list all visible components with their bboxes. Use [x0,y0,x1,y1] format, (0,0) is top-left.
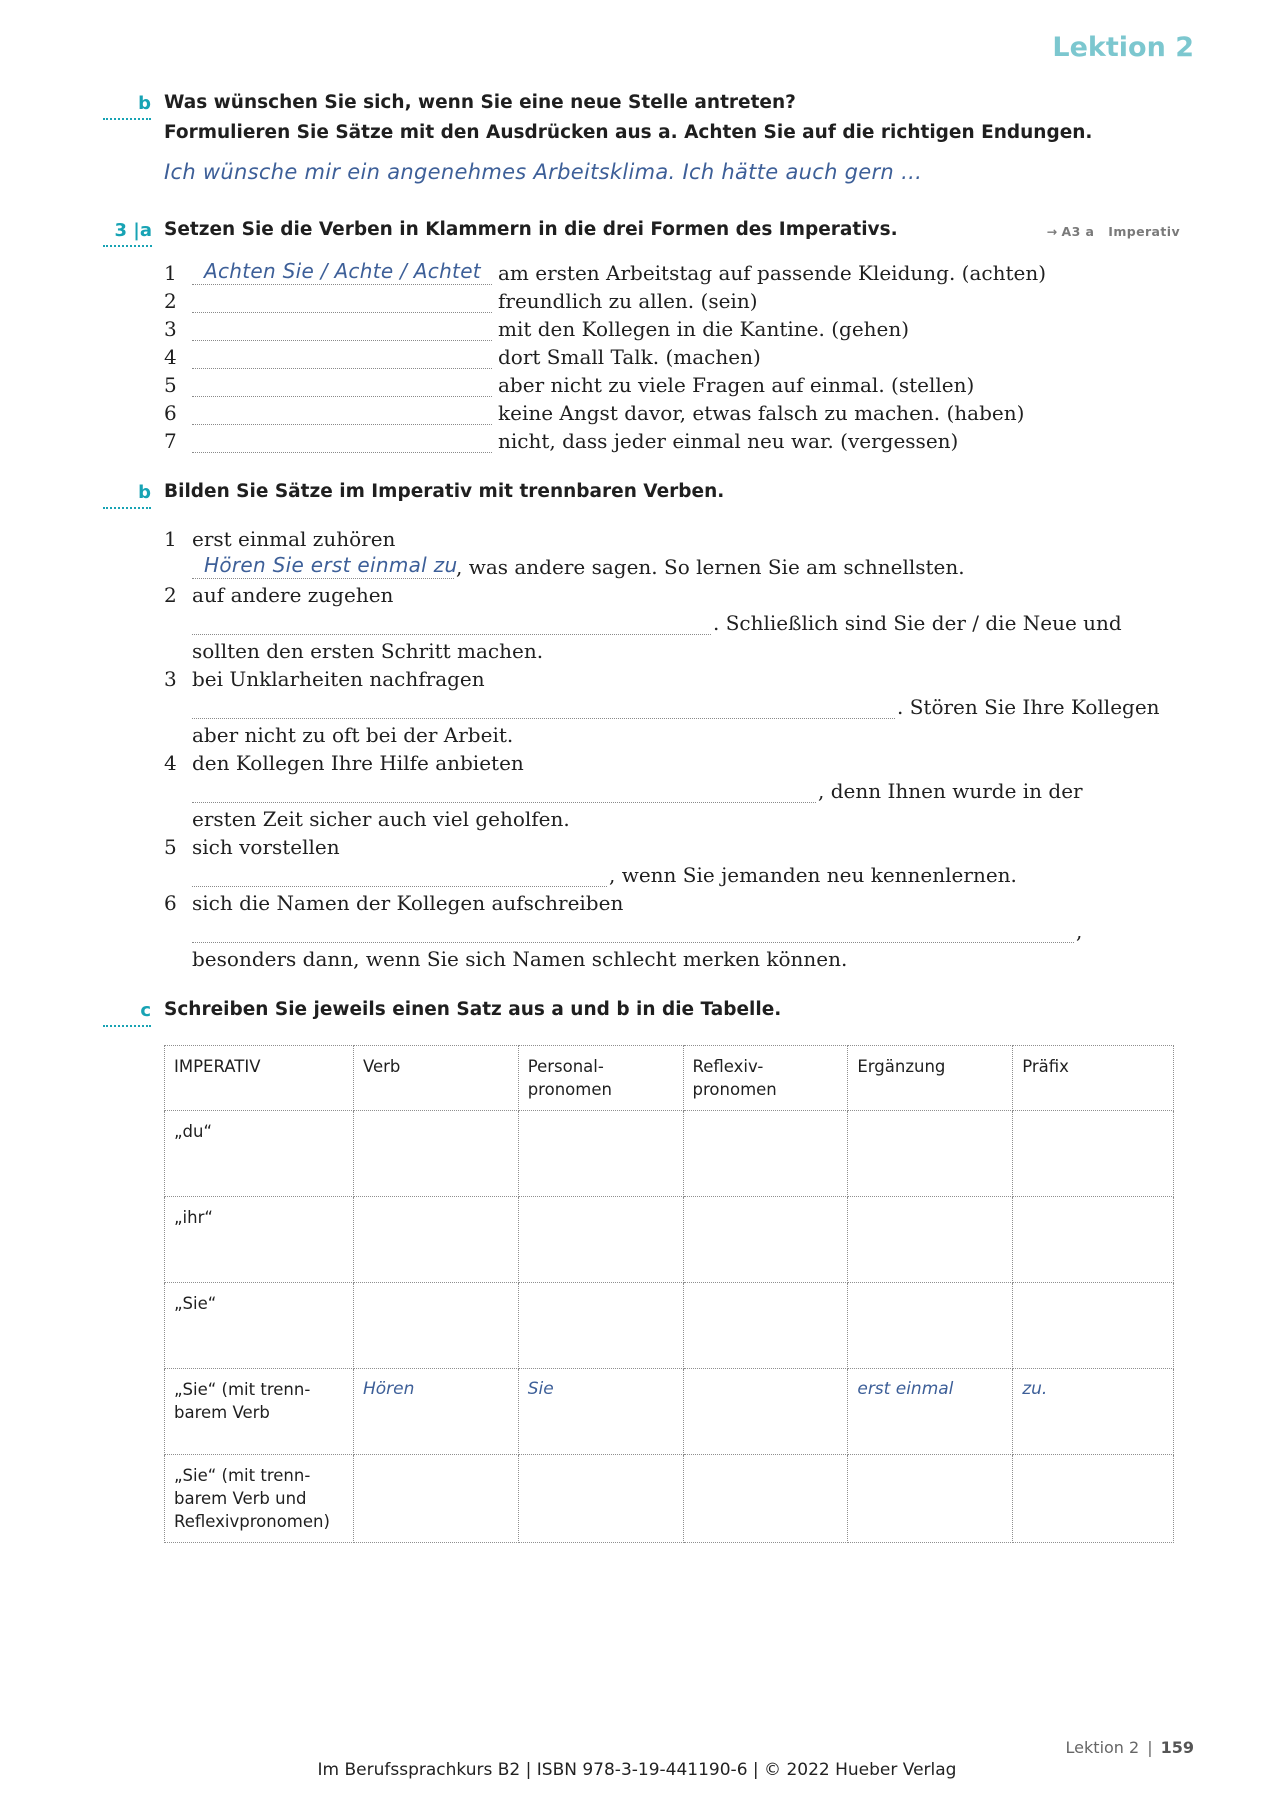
item-number: 4 [164,751,177,775]
sentence-text: . Schließlich sind Sie der / die Neue und [713,611,1122,635]
item-number: 7 [164,429,177,453]
sentence-text: keine Angst davor, etwas falsch zu machen. (haben) [498,401,1025,425]
answer-cell[interactable] [683,1369,848,1455]
example-answer-2b: Ich wünsche mir ein angenehmes Arbeitsklima. Ich hätte auch gern … [164,160,923,184]
table-header-cell: Verb [353,1046,518,1111]
row-label-cell: „Sie“ [165,1283,354,1369]
answer-cell[interactable]: Sie [518,1369,683,1455]
sentence-text: , [1076,919,1083,943]
answer-blank[interactable] [192,372,492,397]
instruction-2b-line2: Formulieren Sie Sätze mit den Ausdrücken aus a. Achten Sie auf die richtigen Endungen. [164,122,1093,143]
answer-cell[interactable] [1013,1455,1174,1543]
item-number: 5 [164,373,177,397]
sentence-text: mit den Kollegen in die Kantine. (gehen) [498,317,910,341]
footer-separator: | [1147,1738,1153,1757]
answer-blank[interactable] [192,862,607,887]
answer-cell[interactable] [353,1111,518,1197]
exercise-marker-2b: b [103,93,151,120]
table-header-cell: Ergänzung [848,1046,1013,1111]
table-row [165,1283,1174,1369]
answer-cell[interactable] [683,1283,848,1369]
answer-cell[interactable] [848,1283,1013,1369]
item-number: 6 [164,401,177,425]
answer-cell[interactable] [848,1197,1013,1283]
item-number: 6 [164,891,177,915]
lesson-header: Lektion 2 [1052,32,1194,63]
answer-cell[interactable] [518,1197,683,1283]
row-label-cell: „ihr“ [165,1197,354,1283]
sentence-continuation: besonders dann, wenn Sie sich Namen schlecht merken können. [192,947,848,971]
table-header-cell: IMPERATIV [165,1046,354,1111]
answer-cell[interactable] [1013,1111,1174,1197]
handwritten-answer: Hören Sie erst einmal zu [204,553,458,577]
table-row [165,1455,1174,1543]
page-footer [1066,1738,1194,1757]
answer-cell[interactable]: erst einmal [848,1369,1013,1455]
sentence-text: , wenn Sie jemanden neu kennenlernen. [609,863,1017,887]
table-header-row [165,1046,1174,1111]
answer-cell[interactable] [683,1197,848,1283]
answer-cell[interactable] [518,1283,683,1369]
sentence-continuation: sollten den ersten Schritt machen. [192,639,544,663]
answer-blank[interactable] [192,553,458,579]
answer-blank[interactable] [192,400,492,425]
sentence-text: dort Small Talk. (machen) [498,345,761,369]
sentence-continuation: aber nicht zu oft bei der Arbeit. [192,723,514,747]
sentence-text: , was andere sagen. So lernen Sie am schnellsten. [456,555,965,579]
item-number: 5 [164,835,177,859]
answer-cell[interactable]: Hören [353,1369,518,1455]
prompt-text: erst einmal zuhören [192,527,396,551]
reference-tag: Imperativ [1108,224,1180,239]
answer-blank[interactable] [192,918,1074,943]
sentence-text: . Stören Sie Ihre Kollegen [897,695,1160,719]
answer-blank[interactable] [192,316,492,341]
sentence-continuation: ersten Zeit sicher auch viel geholfen. [192,807,570,831]
publisher-credit: Im Berufssprachkurs B2 | ISBN 978-3-19-441190-6 | © 2022 Hueber Verlag [317,1760,957,1780]
item-number: 4 [164,345,177,369]
handwritten-answer: Achten Sie / Achte / Achtet [204,259,481,283]
sentence-text: aber nicht zu viele Fragen auf einmal. (stellen) [498,373,975,397]
answer-cell[interactable] [518,1111,683,1197]
item-number: 3 [164,667,177,691]
instruction-3b: Bilden Sie Sätze im Imperativ mit trennbaren Verben. [164,481,725,502]
answer-cell[interactable] [848,1111,1013,1197]
answer-cell[interactable]: zu. [1013,1369,1174,1455]
table-header-cell: Reflexiv- pronomen [683,1046,848,1111]
instruction-2b-line1: Was wünschen Sie sich, wenn Sie eine neue Stelle antreten? [164,92,796,113]
answer-blank[interactable] [192,694,895,719]
answer-blank[interactable] [192,428,492,453]
reference-code: A3 a [1061,224,1095,239]
answer-cell[interactable] [683,1455,848,1543]
answer-blank[interactable] [192,778,816,803]
answer-cell[interactable] [518,1455,683,1543]
answer-cell[interactable] [848,1455,1013,1543]
item-number: 3 [164,317,177,341]
footer-lesson: Lektion 2 [1065,1738,1140,1757]
item-number: 2 [164,289,177,313]
table-header-cell: Präfix [1013,1046,1174,1111]
answer-cell[interactable] [353,1197,518,1283]
answer-cell[interactable] [353,1455,518,1543]
exercise-marker-3b: b [103,482,151,509]
item-number: 2 [164,583,177,607]
answer-cell[interactable] [1013,1283,1174,1369]
table-header-cell: Personal- pronomen [518,1046,683,1111]
answer-blank[interactable] [192,260,492,285]
row-label-cell: „Sie“ (mit trenn- barem Verb und Reflexivpronomen) [165,1455,354,1543]
instruction-3c: Schreiben Sie jeweils einen Satz aus a und b in die Tabelle. [164,999,782,1020]
prompt-text: den Kollegen Ihre Hilfe anbieten [192,751,524,775]
exercise-marker-3c: c [103,1000,151,1027]
page-number: 159 [1160,1738,1194,1757]
sentence-text: am ersten Arbeitstag auf passende Kleidung. (achten) [498,261,1047,285]
prompt-text: bei Unklarheiten nachfragen [192,667,485,691]
table-row [165,1369,1174,1455]
sentence-text: , denn Ihnen wurde in der [818,779,1083,803]
answer-cell[interactable] [683,1111,848,1197]
item-number: 1 [164,527,177,551]
table-row [165,1197,1174,1283]
prompt-text: sich vorstellen [192,835,340,859]
answer-blank[interactable] [192,610,711,635]
imperative-table [164,1045,1174,1543]
sentence-text: freundlich zu allen. (sein) [498,289,758,313]
instruction-3a: Setzen Sie die Verben in Klammern in die drei Formen des Imperativs. [164,219,898,240]
prompt-text: auf andere zugehen [192,583,394,607]
arrow-icon: → [1046,224,1058,239]
row-label-cell: „Sie“ (mit trenn- barem Verb [165,1369,354,1455]
row-label-cell: „du“ [165,1111,354,1197]
answer-blank[interactable] [192,288,492,313]
answer-cell[interactable] [1013,1197,1174,1283]
sentence-text: nicht, dass jeder einmal neu war. (vergessen) [498,429,959,453]
answer-cell[interactable] [353,1283,518,1369]
prompt-text: sich die Namen der Kollegen aufschreiben [192,891,624,915]
grammar-reference [1047,224,1180,239]
exercise-marker-3a: 3 |a [103,220,152,247]
answer-blank[interactable] [192,344,492,369]
item-number: 1 [164,261,177,285]
table-row [165,1111,1174,1197]
